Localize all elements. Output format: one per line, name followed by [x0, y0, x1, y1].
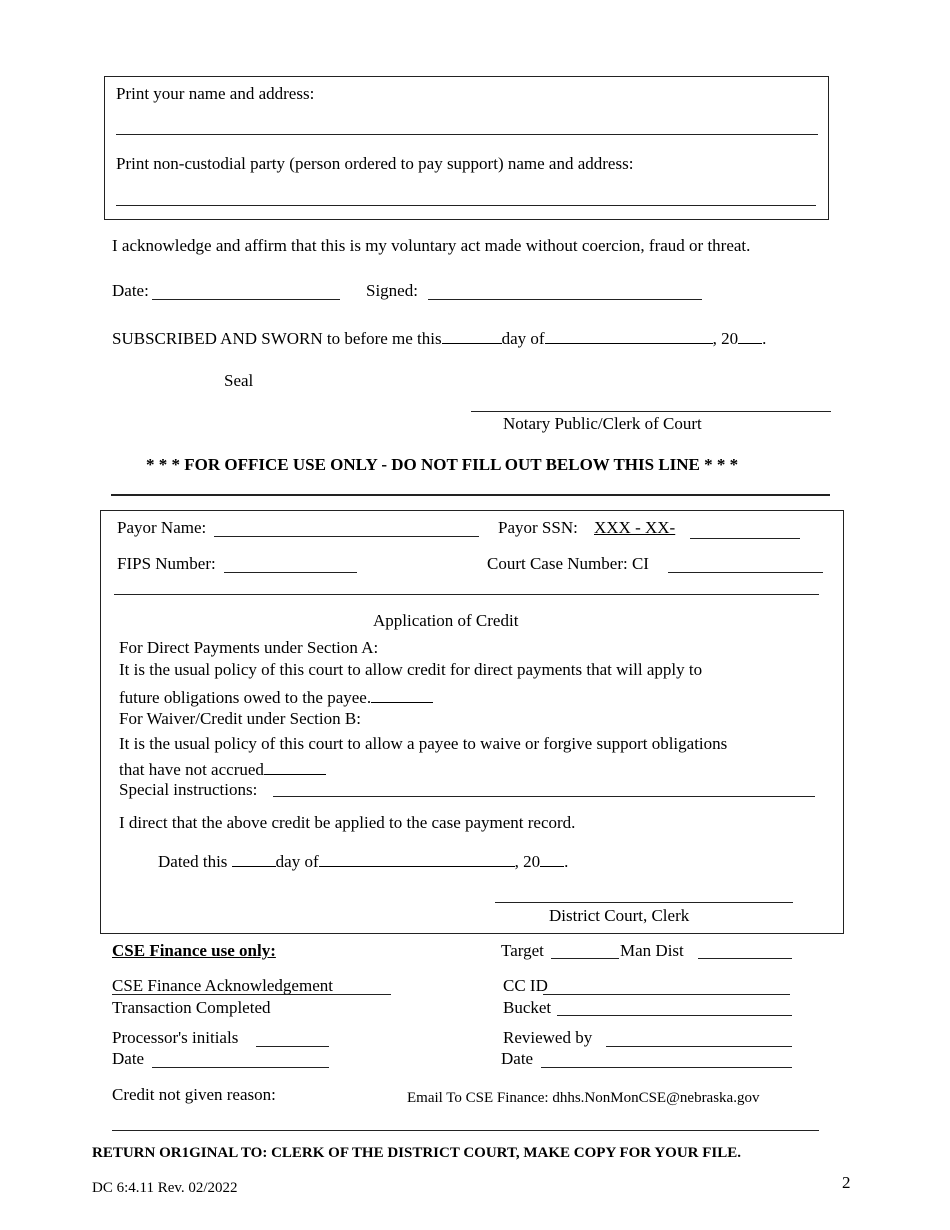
dated-year-blank[interactable] [540, 849, 564, 867]
notary-label: Notary Public/Clerk of Court [503, 414, 702, 433]
application-title: Application of Credit [373, 611, 519, 630]
target-label: Target [501, 941, 544, 960]
direct-initial-blank[interactable] [371, 685, 433, 703]
office-use-banner: * * * FOR OFFICE USE ONLY - DO NOT FILL OUT BELOW THIS LINE * * * [146, 455, 739, 474]
sworn-day-blank[interactable] [442, 326, 502, 344]
office-inner-divider [114, 594, 819, 595]
payor-name-line[interactable] [214, 536, 479, 537]
cse-date-line[interactable] [152, 1067, 329, 1068]
cse-date2-label: Date [501, 1049, 534, 1068]
sworn-year: , 20 [712, 329, 739, 348]
processor-line[interactable] [256, 1046, 329, 1047]
name-address-line[interactable] [116, 134, 818, 135]
reviewed-line[interactable] [606, 1046, 792, 1047]
sworn-month-blank[interactable] [545, 326, 713, 344]
direct-line-1: It is the usual policy of this court to allow credit for direct payments that will apply to [119, 660, 703, 679]
cse-ack-line[interactable] [112, 994, 391, 995]
reviewed-label: Reviewed by [503, 1028, 593, 1047]
payor-ssn-label: Payor SSN: [498, 518, 578, 537]
clerk-label: District Court, Clerk [549, 906, 690, 925]
dated-month-blank[interactable] [319, 849, 515, 867]
direct-line-2-text: future obligations owed to the payee. [119, 688, 372, 707]
sworn-prefix: SUBSCRIBED AND SWORN to before me this [112, 329, 442, 348]
affirmation-statement: I acknowledge and affirm that this is my voluntary act made without coercion, fraud or threat. [112, 236, 751, 255]
payor-name-label: Payor Name: [117, 518, 207, 537]
court-case-label: Court Case Number: CI [487, 554, 649, 573]
special-instructions-line[interactable] [273, 796, 815, 797]
name-address-label: Print your name and address: [116, 84, 315, 103]
cc-id-line[interactable] [543, 994, 790, 995]
man-dist-label: Man Dist [620, 941, 684, 960]
date-line[interactable] [152, 299, 340, 300]
date-label: Date: [112, 281, 149, 300]
ncp-label: Print non-custodial party (person ordered to pay support) name and address: [116, 154, 634, 173]
dated-day-of: day of [275, 852, 319, 871]
processor-label: Processor's initials [112, 1028, 239, 1047]
seal-label: Seal [224, 371, 254, 390]
email-line: Email To CSE Finance: dhhs.NonMonCSE@nebraska.gov [407, 1090, 760, 1106]
bucket-line[interactable] [557, 1015, 792, 1016]
special-instructions-label: Special instructions: [119, 780, 258, 799]
man-dist-line[interactable] [698, 958, 792, 959]
dated-day-blank[interactable] [232, 849, 276, 867]
dated-year: , 20 [514, 852, 541, 871]
waiver-line-2 [119, 757, 326, 780]
transaction-label: Transaction Completed [112, 998, 271, 1017]
court-case-line[interactable] [668, 572, 823, 573]
dated-end: . [564, 852, 569, 871]
sworn-line [112, 326, 766, 349]
fips-label: FIPS Number: [117, 554, 216, 573]
credit-reason-label: Credit not given reason: [112, 1085, 276, 1104]
waiver-initial-blank[interactable] [264, 757, 326, 775]
bucket-label: Bucket [503, 998, 552, 1017]
waiver-line-1: It is the usual policy of this court to allow a payee to waive or forgive support obligations [119, 734, 728, 753]
target-line[interactable] [551, 958, 619, 959]
cse-date-label: Date [112, 1049, 145, 1068]
dated-prefix: Dated this [158, 852, 228, 871]
waiver-line-2-text: that have not accrued [119, 760, 264, 779]
dated-line [158, 849, 568, 872]
page-number: 2 [842, 1173, 851, 1192]
direct-line-2 [119, 685, 433, 708]
form-id: DC 6:4.11 Rev. 02/2022 [92, 1180, 238, 1196]
cse-ack-label: CSE Finance Acknowledgement [112, 976, 333, 995]
signed-label: Signed: [366, 281, 418, 300]
clerk-signature-line[interactable] [495, 902, 793, 903]
cc-id-label: CC ID [503, 976, 548, 995]
cse-heading: CSE Finance use only: [112, 941, 276, 960]
payor-ssn-value[interactable]: XXX - XX- [594, 518, 676, 537]
fips-line[interactable] [224, 572, 357, 573]
return-instruction: RETURN OR1GINAL TO: CLERK OF THE DISTRICT COURT, MAKE COPY FOR YOUR FILE. [92, 1145, 741, 1161]
waiver-heading: For Waiver/Credit under Section B: [119, 709, 361, 728]
credit-reason-line[interactable] [112, 1130, 819, 1131]
cse-date2-line[interactable] [541, 1067, 792, 1068]
direct-heading: For Direct Payments under Section A: [119, 638, 379, 657]
payor-ssn-line[interactable] [690, 538, 800, 539]
sworn-end: . [762, 329, 767, 348]
notary-signature-line[interactable] [471, 411, 831, 412]
signature-line[interactable] [428, 299, 702, 300]
sworn-year-blank[interactable] [738, 326, 762, 344]
office-divider [111, 494, 830, 496]
ncp-address-line[interactable] [116, 205, 816, 206]
direct-statement: I direct that the above credit be applied to the case payment record. [119, 813, 576, 832]
sworn-day-of: day of [501, 329, 545, 348]
